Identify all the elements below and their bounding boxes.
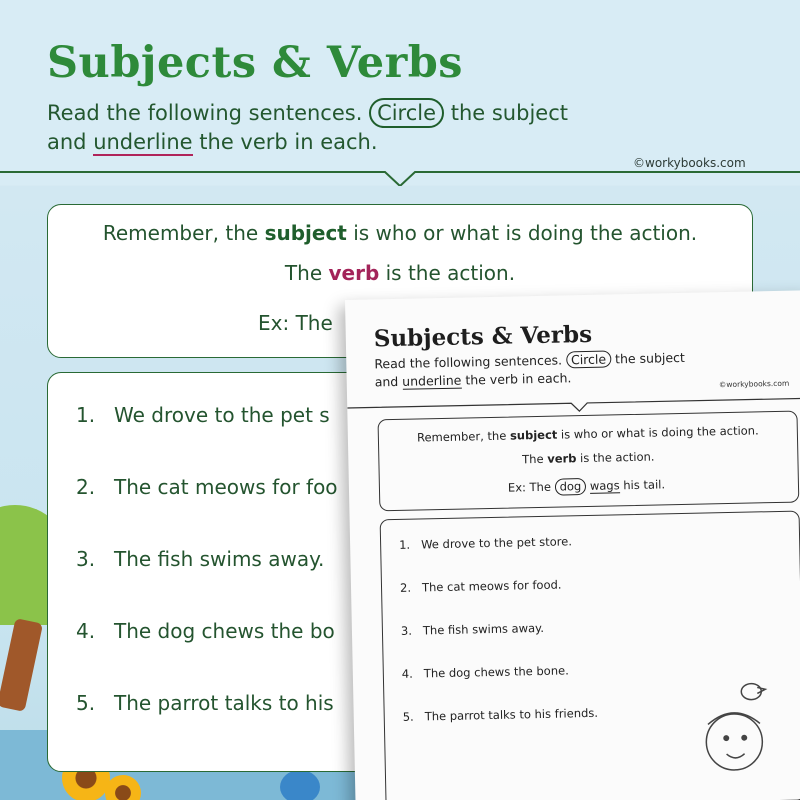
item-number: 1.: [76, 403, 96, 427]
subject-keyword: subject: [264, 221, 347, 245]
remember-line-1: [48, 221, 752, 245]
example-subject: dog: [554, 478, 586, 496]
worksheet-credit: ©workybooks.com: [718, 378, 790, 390]
underline-word: underline: [93, 130, 193, 154]
instructions-text: Read the following sentences.: [47, 101, 370, 125]
remember-text: The: [284, 261, 329, 285]
item-number: 5.: [76, 691, 96, 715]
underline-word: underline: [402, 372, 462, 389]
item-number: 4.: [76, 619, 96, 643]
worksheet-title: Subjects & Verbs: [373, 320, 593, 353]
header-banner: [0, 0, 800, 185]
remember-text: Remember, the: [416, 428, 511, 445]
list-item: [399, 534, 572, 552]
page-title: Subjects & Verbs: [47, 38, 464, 88]
child-parrot-sketch: [693, 671, 785, 783]
remember-text: is the action.: [379, 261, 516, 285]
circle-word: Circle: [566, 350, 611, 368]
sentence-text: The fish swims away.: [422, 620, 545, 638]
example-text: Ex: The: [507, 479, 552, 495]
worksheet-remember-box: [378, 411, 800, 512]
instructions: [47, 98, 667, 156]
remember-line-1: [379, 423, 797, 446]
sentence-text: We drove to the pet s: [114, 403, 330, 427]
item-number: 1.: [398, 537, 411, 552]
item-number: 5.: [402, 709, 414, 724]
list-item: [401, 621, 544, 638]
sentence-text: The dog chews the bo: [114, 619, 335, 643]
sentence-text: The cat meows for food.: [421, 577, 562, 595]
list-item: [76, 403, 330, 427]
instructions-text: the verb in each.: [461, 370, 572, 388]
remember-line-2: [48, 261, 752, 285]
subject-keyword: subject: [509, 427, 558, 443]
list-item: [400, 578, 562, 595]
sentence-text: The parrot talks to his: [114, 691, 334, 715]
instructions-text: and: [47, 130, 94, 154]
item-number: 2.: [76, 475, 96, 499]
remember-text: is the action.: [576, 449, 655, 466]
list-item: [76, 691, 334, 715]
list-item: [76, 547, 324, 571]
remember-line-2: [379, 447, 797, 470]
worksheet-instructions: [374, 347, 755, 391]
item-number: 4.: [401, 666, 413, 681]
example-text: his tail.: [623, 477, 666, 493]
item-number: 3.: [76, 547, 96, 571]
bird-icon: [280, 770, 320, 800]
remember-text: is who or what is doing the action.: [346, 221, 698, 245]
circle-word: Circle: [369, 98, 444, 128]
item-number: 3.: [400, 623, 413, 638]
remember-text: is who or what is doing the action.: [557, 423, 759, 442]
instructions-text: the subject: [444, 101, 568, 125]
list-item: [76, 475, 338, 499]
remember-text: Remember, the: [102, 221, 265, 245]
list-item: [402, 663, 569, 680]
list-item: [76, 619, 335, 643]
instructions-text: the verb in each.: [192, 130, 378, 154]
item-number: 2.: [399, 580, 412, 595]
verb-keyword: verb: [328, 261, 380, 285]
sentence-text: We drove to the pet store.: [420, 534, 573, 552]
sentence-text: The parrot talks to his friends.: [424, 705, 599, 724]
instructions-text: and: [374, 373, 403, 390]
sentence-text: The cat meows for foo: [114, 475, 338, 499]
example-verb: wags: [589, 478, 620, 493]
remember-text: The: [522, 451, 548, 467]
credit-text: ©workybooks.com: [633, 156, 746, 170]
instructions-text: the subject: [610, 349, 686, 367]
sentence-text: The fish swims away.: [114, 547, 325, 571]
verb-keyword: verb: [547, 451, 577, 466]
list-item: [403, 706, 599, 724]
worksheet-preview: [345, 290, 800, 800]
example-line: [508, 476, 665, 496]
instructions-text: Read the following sentences.: [374, 352, 567, 372]
example-line: Ex: The: [258, 311, 333, 335]
sentence-text: The dog chews the bone.: [423, 663, 569, 681]
